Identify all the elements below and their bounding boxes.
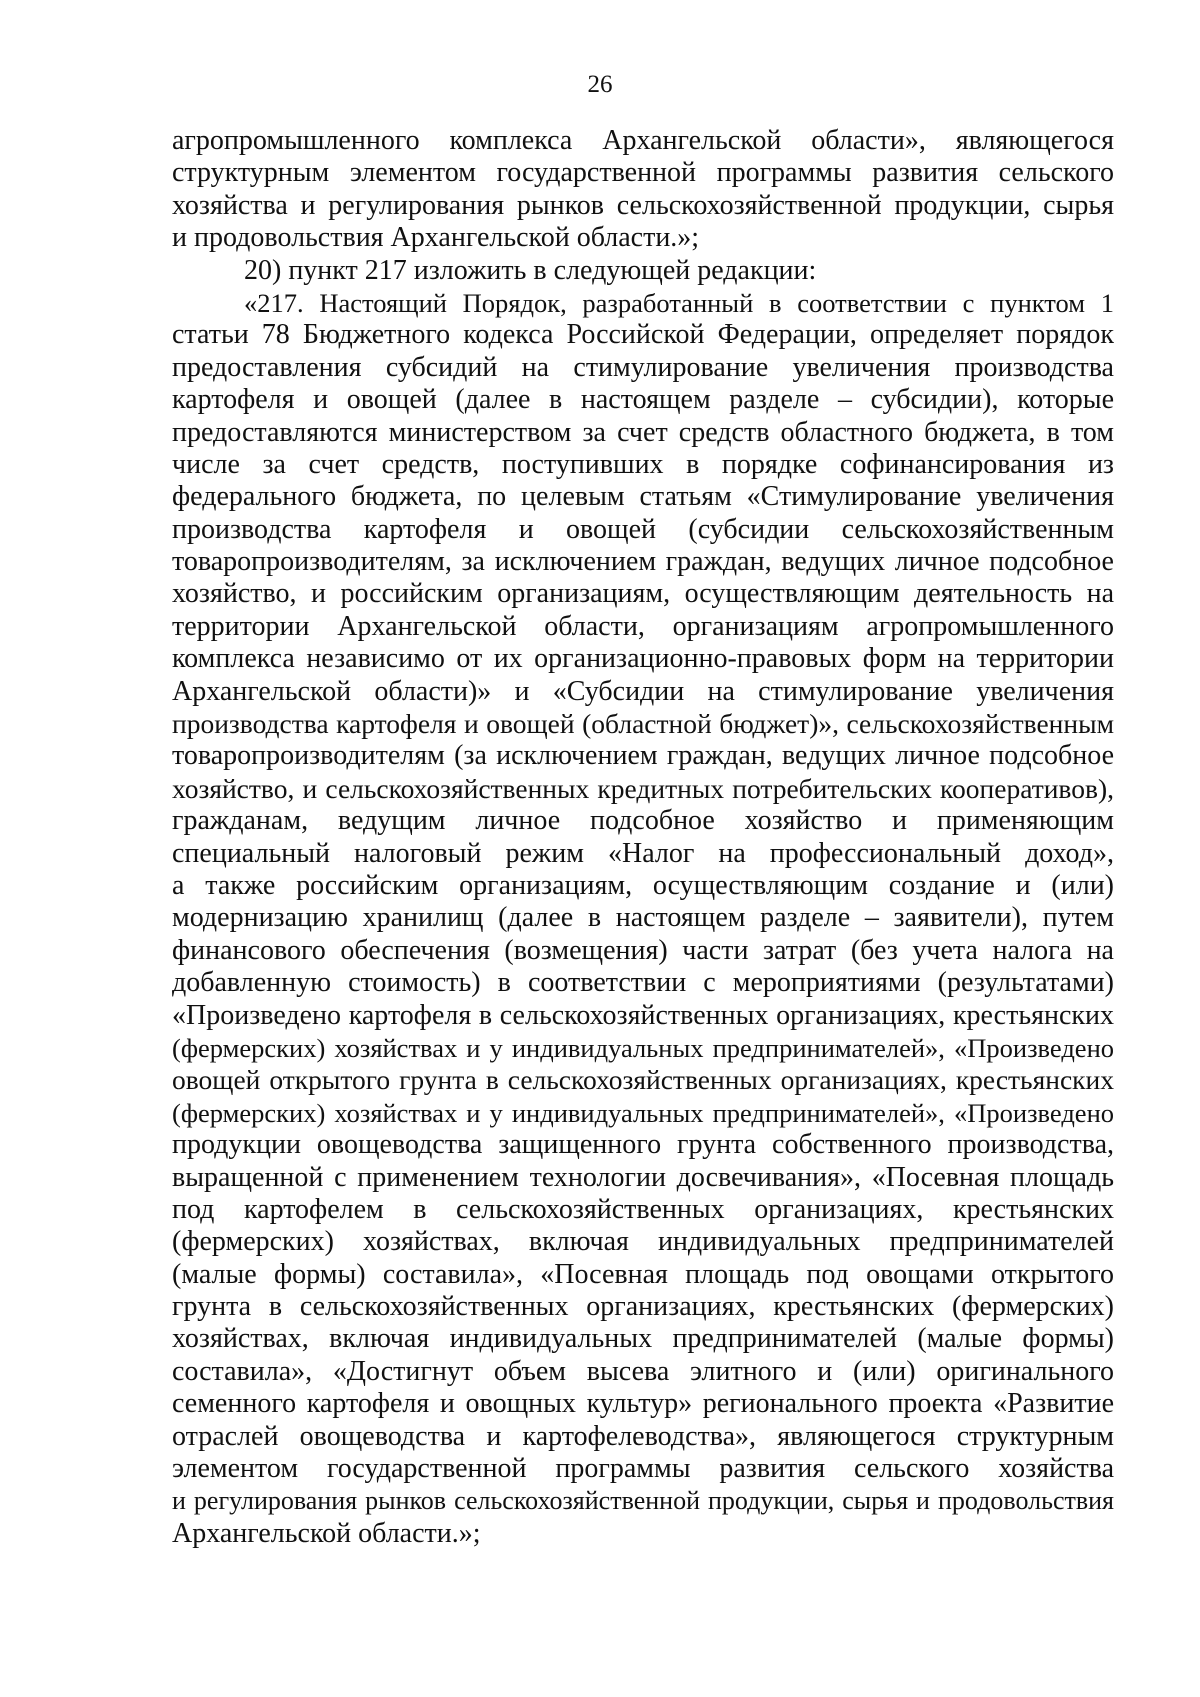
text-line: картофеля и овощей (далее в настоящем разделе – субсидии), которые	[172, 384, 1114, 416]
text-line: финансового обеспечения (возмещения) части затрат (без учета налога на	[172, 934, 1114, 966]
text-line: Архангельской области.»;	[172, 1517, 481, 1549]
text-line: Архангельской области)» и «Субсидии на стимулирование увеличения	[172, 675, 1114, 707]
text-line: добавленную стоимость) в соответствии с мероприятиями (результатами)	[172, 967, 1114, 999]
text-line: семенного картофеля и овощных культур» регионального проекта «Развитие	[172, 1388, 1114, 1420]
text-line: отраслей овощеводства и картофелеводства», являющегося структурным	[172, 1420, 1114, 1452]
text-line: структурным элементом государственной программы развития сельского	[172, 157, 1114, 189]
text-line: специальный налоговый режим «Налог на профессиональный доход»,	[172, 837, 1114, 869]
text-line: «217. Настоящий Порядок, разработанный в соответствии с пунктом 1	[244, 287, 1114, 318]
text-line: гражданам, ведущим личное подсобное хозяйство и применяющим	[172, 805, 1114, 837]
text-line: комплекса независимо от их организационно-правовых форм на территории	[172, 643, 1114, 675]
text-line: модернизацию хранилищ (далее в настоящем разделе – заявители), путем	[172, 902, 1114, 934]
text-line: предоставления субсидий на стимулирование увеличения производства	[172, 351, 1114, 383]
text-line: агропромышленного комплекса Архангельской области», являющегося	[172, 125, 1114, 156]
text-line: товаропроизводителям (за исключением граждан, ведущих личное подсобное	[172, 740, 1114, 772]
text-line: (фермерских) хозяйствах и у индивидуальных предпринимателей», «Произведено	[172, 1032, 1114, 1063]
text-line: статьи 78 Бюджетного кодекса Российской Федерации, определяет порядок	[172, 319, 1114, 351]
text-line: хозяйство, и российским организациям, осуществляющим деятельность на	[172, 578, 1114, 610]
document-body	[172, 125, 1114, 1550]
text-line: овощей открытого грунта в сельскохозяйственных организациях, крестьянских	[172, 1064, 1114, 1096]
page-number: 26	[587, 71, 613, 98]
text-line: а также российским организациям, осуществляющим создание и (или)	[172, 869, 1114, 901]
text-line: «Произведено картофеля в сельскохозяйственных организациях, крестьянских	[172, 999, 1114, 1031]
text-line: грунта в сельскохозяйственных организациях, крестьянских (фермерских)	[172, 1291, 1114, 1323]
text-line: федерального бюджета, по целевым статьям «Стимулирование увеличения	[172, 481, 1114, 513]
text-line: составила», «Достигнут объем высева элитного и (или) оригинального	[172, 1355, 1114, 1387]
text-line: (малые формы) составила», «Посевная площадь под овощами открытого	[172, 1258, 1114, 1290]
text-line: хозяйства и регулирования рынков сельскохозяйственной продукции, сырья	[172, 189, 1114, 221]
text-line: 20) пункт 217 изложить в следующей редакции:	[244, 254, 817, 286]
text-line: хозяйство, и сельскохозяйственных кредитных потребительских кооперативов),	[172, 772, 1114, 804]
text-line: и продовольствия Архангельской области.»;	[172, 222, 700, 254]
text-line: товаропроизводителям, за исключением граждан, ведущих личное подсобное	[172, 546, 1114, 578]
text-line: под картофелем в сельскохозяйственных организациях, крестьянских	[172, 1193, 1114, 1225]
text-line: (фермерских) хозяйствах, включая индивидуальных предпринимателей	[172, 1226, 1114, 1258]
text-line: продукции овощеводства защищенного грунта собственного производства,	[172, 1129, 1114, 1161]
text-line: производства картофеля и овощей (областной бюджет)», сельскохозяйственным	[172, 708, 1114, 740]
text-line: выращенной с применением технологии досвечивания», «Посевная площадь	[172, 1161, 1114, 1193]
text-line: числе за счет средств, поступивших в порядке софинансирования из	[172, 448, 1114, 480]
text-line: предоставляются министерством за счет средств областного бюджета, в том	[172, 416, 1114, 448]
text-line: (фермерских) хозяйствах и у индивидуальных предпринимателей», «Произведено	[172, 1097, 1114, 1128]
text-line: элементом государственной программы развития сельского хозяйства	[172, 1453, 1114, 1485]
text-line: хозяйствах, включая индивидуальных предпринимателей (малые формы)	[172, 1323, 1114, 1355]
text-line: и регулирования рынков сельскохозяйственной продукции, сырья и продовольствия	[172, 1486, 1114, 1516]
text-line: производства картофеля и овощей (субсидии сельскохозяйственным	[172, 513, 1114, 545]
text-line: территории Архангельской области, организациям агропромышленного	[172, 610, 1114, 642]
